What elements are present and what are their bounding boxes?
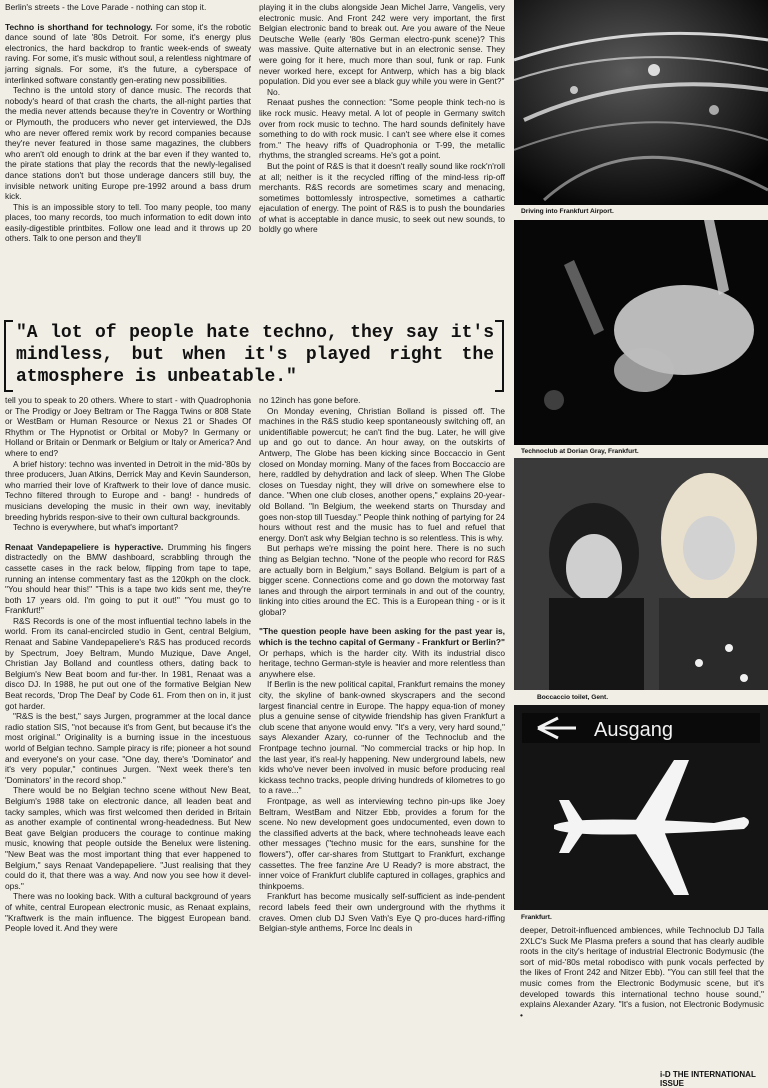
paragraph: playing it in the clubs alongside Jean Michel Jarre, Vangelis, very electronic music. And Front 242 were very important, the first Belgian electronic band to break out. Are you aware of the Neue Deutsche Welle (early '80s German electro-punk scene)? This was massive. Quite alternative but in an electronic sense. They were going for it here, much more than soul, funk or rap. Funk never worked here, except for Antwerp, which has a big black population. Did you ever see a black guy while you were in Gent?" [259,2,505,87]
paragraph: This is an impossible story to tell. Too many people, too many places, too many records, too much information to edit down into easily-digestible printbites. Follow one lead and it throws up 20 others. Talk to one person and they'll [5,201,251,244]
photo-ausgang-sign [514,705,768,910]
paragraph: R&S Records is one of the most influential techno labels in the world. From its canal-encircled studio in Gent, central Belgium, Renaat and Sabine Vandepapeliere's R&S has produced records by Spectrum, Joey Beltram, Mundo Muzique, Dave Angel, Christian Jay Bolland and countless others, dating back to Belgium's New Beat boom and fur-ther. In 1981, Renaat was a disco DJ. In 1988, he put out one of the formative Belgian New Beat records, 'Drop The Deal' by Code 61. From then on in, it just got harder. [5,615,251,711]
lead-in: Renaat Vandepapeliere is hyperactive. [5,541,164,552]
paragraph [5,22,251,86]
photo-airport-road [514,0,768,205]
paragraph: Techno is everywhere, but what's important? [13,522,178,533]
photo-technoclub [514,220,768,445]
pull-quote-text: "A lot of people hate techno, they say it's mindless, but when it's played right the atmosphere is unbeatable." [16,323,494,387]
paragraph: deeper, Detroit-influenced ambiences, while Technoclub DJ Talla 2XLC's Suck Me Plasma prefers a sound that has clearly audible roots in the city's heritage of industrial Electronic Bodymusic (the sort of mid-'80s metal robodisco with punk vocals perfected by the likes of Front 242 and Nitzer Ebb). "You can still feel that the music comes from the Electronic Bodymusic scene, but it's developed towards this international techno house sound," explains Alexander Azary. "It's a fusion, not Electronic Bodymusic • [520,925,764,1020]
photo-boccaccio [514,458,768,690]
photo-caption: Frankfurt. [521,914,552,921]
lead-in: Techno is shorthand for technology. [5,21,153,32]
article-column-1-lower [5,395,251,934]
boccaccio-image [514,458,768,690]
photo-caption: Driving into Frankfurt Airport. [521,208,614,215]
paragraph [259,626,505,679]
article-column-2 [259,2,505,235]
paragraph-text: Drumming his fingers distractedly on the BMW dashboard, scrabbling through the cassette cases in the rack below, flipping from tape to tape, running an intense commentary fast as the 120kph on the clock. "You should hear this!" "This is a tape two kids sent me, they're both 17 years old. I'm going to put it out!" "You must go to Frankfurt!" [5,541,252,616]
paragraph: No. [267,86,281,97]
paragraph: Berlin's streets - the Love Parade - nothing can stop it. [5,2,207,12]
pull-quote [4,318,504,392]
airport-road-image [514,0,768,205]
paragraph: "R&S is the best," says Jurgen, programmer at the local dance radio station SIS, "not because it's from Gent, but because it's the most original." Originality is a burning issue in the incestuous world of Belgian techno. Sample piracy is rife; pioneer a hot sound and everyone's on your case. "One day, there's 'Dominator' and it's very popular," continues Jurgen. "Next week there's ten 'Dominators' in the record shop." [5,711,251,785]
paragraph: Frankfurt has become musically self-sufficient as inde-pendent record labels feed their own underground with the rhythms it craves. Omen club DJ Sven Vath's Eye Q pro-duces hard-riffing Belgian-style anthems, Force Inc deals in [259,891,505,934]
paragraph: But perhaps we're missing the point here. There is no such thing as Belgian techno. "None of the people who record for R&S are actually born in Belgium," says Bolland. Belgium is part of a bigger scene. Connections come and go down the motorway fast lanes and through the airport terminals in and out of the country, linking into cities around the EC. This is a European thing - or is it global? [259,543,505,617]
photo-caption: Boccaccio toilet, Gent. [537,694,609,701]
photo-caption: Technoclub at Dorian Gray, Frankfurt. [521,448,639,455]
club-dancer-image [514,220,768,445]
page-footer: i-D THE INTERNATIONAL ISSUE [660,1070,756,1088]
paragraph: But the point of R&S is that it doesn't really sound like rock'n'roll at all; neither is it the recycled riffing of the mind-less rip-off merchants. R&S records are sometimes scary and menacing, sometimes bottomlessly introspective, sometimes a cathartic ejaculation of energy. The point of R&S is to push the boundaries of what is acceptable in dance music, to seek out new sounds, to boldly go where [259,160,505,235]
paragraph: Techno is the untold story of dance music. The records that nobody's heard of that crash the charts, the all-night parties that the media never attends because they're in Coventry or Worthing or Plymouth, the producers who never get interviewed, the DJs who are never offered remix work by record companies because they're never featured in those same magazines, the clubbers who aren't old enough to drink at the bar even if they wanted to, the pirate stations that play the records that the newly-legalised dance stations don't but those underage dancers still buy, the invisible network uniting Europe pre-1992 around a bass drum kick. [5,85,251,202]
paragraph: A brief history: techno was invented in Detroit in the mid-'80s by three producers, Juan Atkins, Derrick May and Kevin Saunderson, who married their love of Kraftwerk to their love of dance music. Techno filtered through to Europe and - bang! - hundreds of musicians developing the music in their own way, inevitably breeding hybrids respon-sive to their own cultural backgrounds. [5,458,251,522]
left-bracket [4,320,13,392]
article-column-2-lower [259,395,505,934]
paragraph: Renaat pushes the connection: "Some people think tech-no is like rock music. Heavy metal. A lot of people in Germany switch over from rock music to techno. The hard sounds definitely have something to do with rock music. I can't see where else it comes from." The heavy riffs of Quadrophonia or T-99, the metallic rhythms, the strangled screams. He's got a point. [259,97,505,161]
right-bracket [495,320,504,392]
sign-text: Ausgang [594,719,673,741]
article-column-1 [5,2,251,244]
paragraph: Frontpage, as well as interviewing techno pin-ups like Joey Beltram, WestBam and Nitzer Ebb, provides a forum for the scene. No new development goes undocumented, even down to the classified adverts at the back, where technoheads leave each other messages ("techno music for the ears, sunshine for the flowers"), offer car-shares from Stuttgart to Frankfurt, exchange cassettes. The free fanzine Are U Ready? is more abstract, the inner voice of Frankfurt clublife captured in collages, graphics and thinkpoems. [259,795,505,891]
paragraph: tell you to speak to 20 others. Where to start - with Quadrophonia or The Prodigy or Joey Beltram or The Ragga Twins or 808 State or WestBam or Human Resource or Nexus 21 or Shades Of Rhythm or The Hypnotist or Orbital or Moby? In Germany or Holland or Britain or Denmark or Belgium or Italy or America? And where to end? [5,395,251,458]
ausgang-sign-image [514,705,768,910]
article-column-3-lower [520,925,764,1020]
paragraph: On Monday evening, Christian Bolland is pissed off. The machines in the R&S studio keep spontaneously switching off, an unidentifiable powercut; he can't find the bug. Later, he will give up and go out to dance. An hour away, on the outskirts of Antwerp, The Globe has been kicking since Boccaccio in Gent closed on Monday morning. Many of the faces from Boccaccio are here, raddled by dehydration and lack of sleep. When The Globe closes on Tuesday night, they will drive on somewhere else to dance. "When one club closes, another opens," explains 20-year-old Bolland. "In Belgium, the weekend starts on Thursday and goes non-stop till Tuesday." People think nothing of partying for 24 hours without rest and the music has to fuel and refuel that energy. Don't ask why Belgian techno is so relentless. This is why. [259,405,505,543]
paragraph: There would be no Belgian techno scene without New Beat, Belgium's 1988 take on electronic dance, all leaden beat and tacky samples, which was first welcomed then derided in Britain as another example of continental wrong-headedness. But New Beat gave Belgian producers the courage to continue making music, knowing that people outside the Benelux were listening. "New Beat was the most important thing that ever happened to Belgium," says Renaat Vandepapeliere. "Just realising that they could do it, that there was a way. And now you see how it devel-ops." [5,785,251,891]
paragraph: If Berlin is the new political capital, Frankfurt remains the money city, the skyline of bank-owned skyscrapers and the second largest financial centre in Europe. The happy equa-tion of money plus a genuine sense of citywide friendship has given Frankfurt a club scene that anyone would envy. "It's a very, very hard sound," says Alexander Azary, co-runner of the Technoclub and the Frontpage techno journal. "No commercial tracks or hip hop. In the last year, it's real-ly happening. New underground labels, new kids who've never been involved in music before producing real kickass techno tracks, people driving hundreds of kilometres to go to a rave..." [259,679,505,796]
paragraph: There was no looking back. With a cultural background of years of white, central European electronic music, as Renaat explains, "Kraftwerk is the main influence. The biggest European band. People loved it. And they were [5,891,251,934]
paragraph-text: Or perhaps, which is the harder city. With its industrial disco heritage, techno German-style is heavier and more relentless than anywhere else. [259,647,505,679]
paragraph-text: For some, it's the robotic dance sound of late '80s Detroit. For some, it's energy plus electronics, the hard backdrop to frantic week-ends of sweaty raving. For some, it's music without soul, a relentless nightmare of jarring signals. For some, it's the future, a cyberspace of interlinked software constantly gen-erating new possibilities. [5,21,251,85]
paragraph: no 12inch has gone before. [259,395,361,405]
lead-in: "The question people have been asking for the past year is, which is the techno capital of Germany - Frankfurt or Berlin?" [259,626,505,648]
paragraph [5,542,251,616]
